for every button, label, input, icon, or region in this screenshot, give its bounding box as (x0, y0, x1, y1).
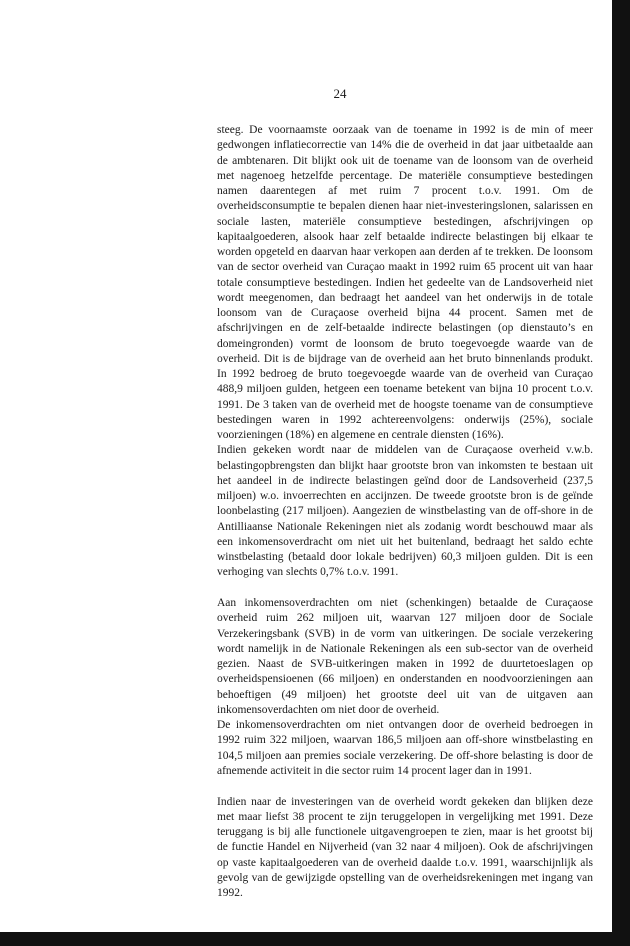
paragraph-tax-revenues: Indien gekeken wordt naar de middelen van de Curaçaose overheid v.w.b. belastingopbrengsten dan blijkt haar grootste bron van inkomsten te bestaan uit het aandeel in de indirecte belastingen geïnd door de Landsoverheid (237,5 miljoen) w.o. invoerrechten en accijnzen. De tweede grootste bron is de geïnde loonbelasting (217 miljoen). Aangezien de winstbelasting van de off-shore in de Antilliaanse Nationale Rekeningen niet als zodanig wordt beschouwd maar als een inkomensoverdracht om niet uit het buitenland, bedraagt het saldo echte winstbelasting (betaald door lokale bedrijven) 60,3 miljoen gulden. Dit is een verhoging van slechts 0,7% t.o.v. 1991. (217, 444, 593, 579)
paragraph-gap (217, 779, 593, 795)
scan-edge-bottom (0, 932, 630, 946)
paragraph-investments: Indien naar de investeringen van de overheid wordt gekeken dan blijken deze met maar liefst 38 procent te zijn teruggelopen in vergelijking met 1991. Deze teruggang is bij alle functionele uitgavengroepen te zien, maar is het grootst bij de functie Handel en Nijverheid (van 32 naar 4 miljoen). Ook de afschrijvingen op vaste kapitaalgoederen van de overheid daalde t.o.v. 1991, waarschijnlijk als gevolg van de gewijzigde opstelling van de overheidsrekeningen met ingang van 1992. (217, 795, 593, 899)
page-number: 24 (333, 86, 347, 101)
paragraph-transfers-received: De inkomensoverdrachten om niet ontvangen door de overheid bedroegen in 1992 ruim 322 miljoen, waarvan 186,5 miljoen aan off-shore winstbelasting en 104,5 miljoen aan premies sociale verzekering. De off-shore belasting is door de afnemende activiteit in die sector ruim 14 procent lager dan in 1991. (217, 719, 593, 777)
paragraph-transfers-paid: Aan inkomensoverdrachten om niet (schenkingen) betaalde de Curaçaose overheid ruim 262 miljoen uit, waarvan 127 miljoen door de Sociale Verzekeringsbank (SVB) in de vorm van uitkeringen. De sociale verzekering wordt namelijk in de Nationale Rekeningen als een sub-sector van de overheid gezien. Naast de SVB-uitkeringen maken in 1992 de duurtetoeslagen op overheidspensioenen (66 miljoen) en onderstanden en noodvoorzieningen aan behoeftigen (49 miljoen) het grootste deel uit van de uitgaven aan inkomensoverdachten om niet door de overheid. (217, 597, 593, 716)
body-text (217, 123, 593, 901)
paragraph-gap (217, 581, 593, 597)
paragraph-government-consumption: steeg. De voornaamste oorzaak van de toename in 1992 is de min of meer gedwongen inflatiecorrectie van 14% die de overheid in dat jaar uitbetaalde aan de ambtenaren. Dit blijkt ook uit de toename van de loonsom van de overheid met nagenoeg hetzelfde percentage. De materiële consumptieve bestedingen namen daarentegen af met ruim 7 procent t.o.v. 1991. Om de overheidsconsumptie te bepalen dienen haar niet-investeringslonen, salarissen en sociale lasten, materiële consumptieve bestedingen, afschrijvingen op kapitaalgoederen, alsook haar zelf betaalde indirecte belastingen bij elkaar te worden opgeteld en daarvan haar verkopen aan derden af te trekken. De loonsom van de sector overheid van Curaçao maakt in 1992 ruim 65 procent uit van haar totale consumptieve bestedingen. Indien het gedeelte van de Landsoverheid niet wordt meegenomen, dan bedraagt het aandeel van het onderwijs in de totale loonsom van de Curaçaose overheid bijna 44 procent. Samen met de afschrijvingen en de zelf-betaalde indirecte belastingen (op dienstauto’s en domeingronden) vormt de loonsom de bruto toegevoegde waarde van de overheid. Dit is de bijdrage van de overheid aan het bruto binnenlands produkt. In 1992 bedroeg de bruto toegevoegde waarde van de overheid van Curaçao 488,9 miljoen gulden, hetgeen een toename betekent van bijna 10 procent t.o.v. 1991. De 3 taken van de overheid met de hoogste toename van de consumptieve bestedingen waren in 1992 achtereenvolgens: onderwijs (25%), sociale voorzieningen (18%) en algemene en centrale diensten (16%). (217, 124, 593, 441)
scan-edge-right (612, 0, 630, 946)
